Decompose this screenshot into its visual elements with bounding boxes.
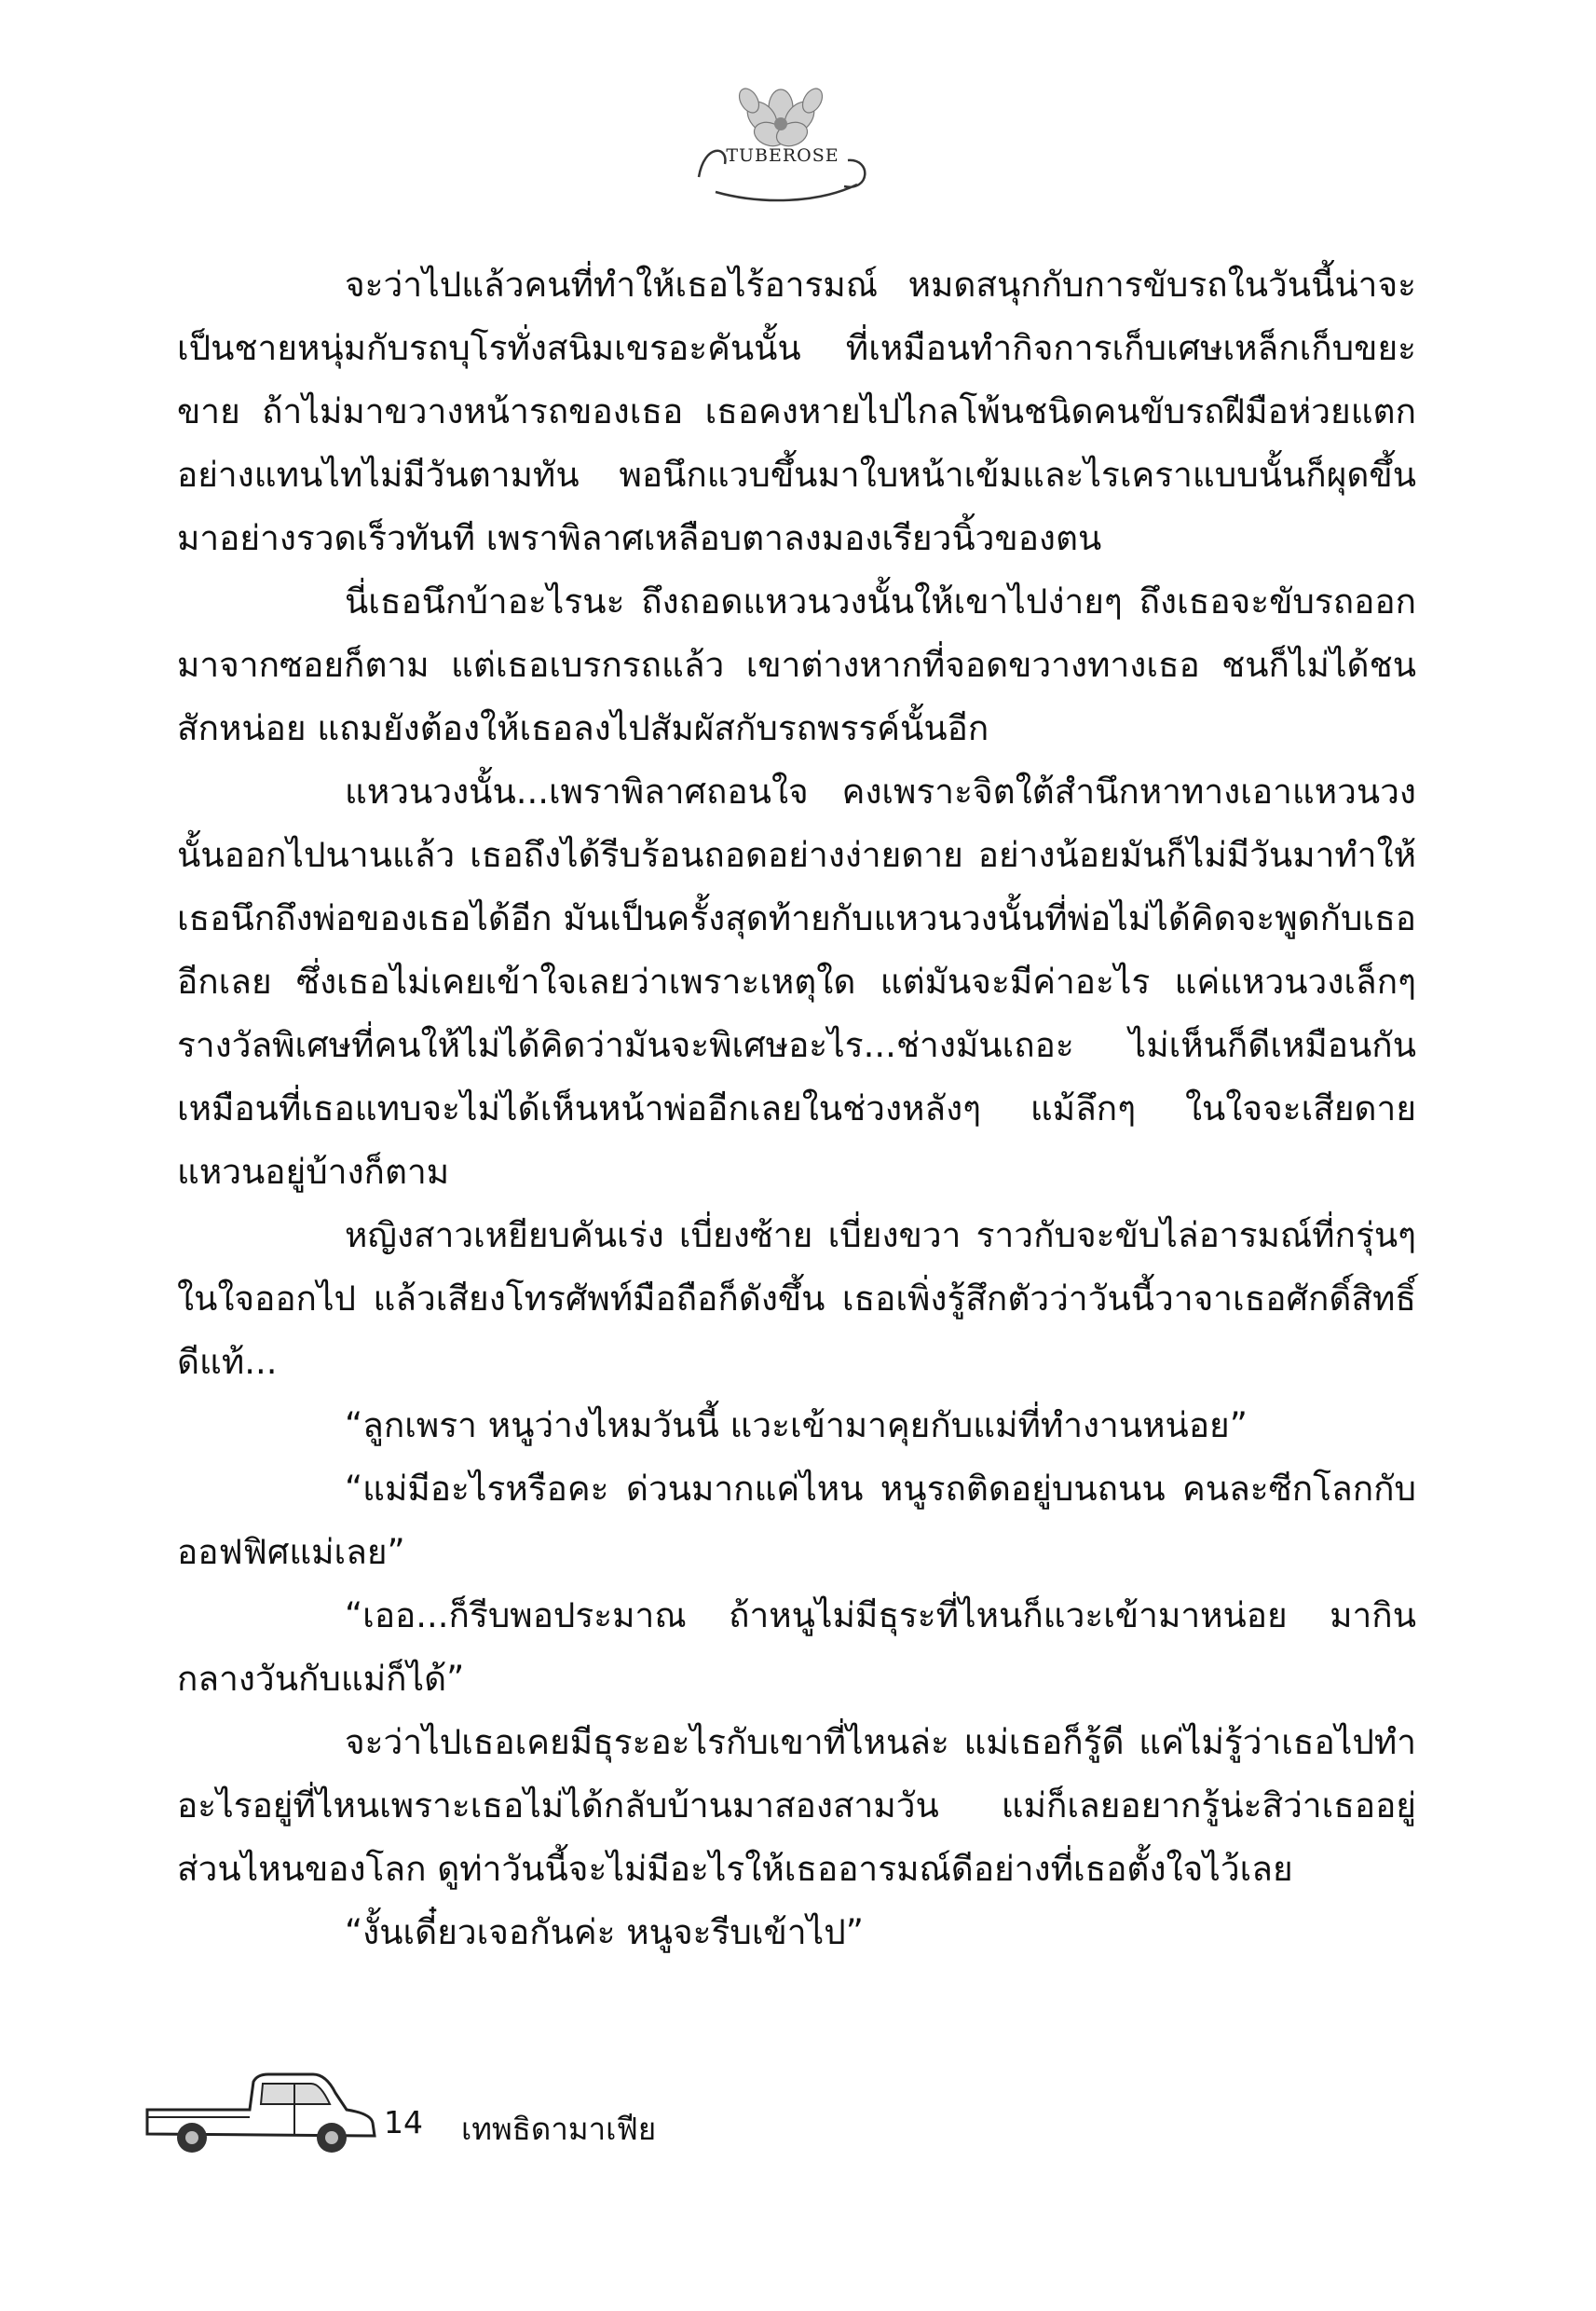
- tuberose-flower-icon: [688, 73, 874, 212]
- dialogue-paragraph: “เออ...ก็รีบพอประมาณ ถ้าหนูไม่มีธุระที่ไหนก็แวะเข้ามาหน่อย มากินกลางวันกับแม่ก็ได้”: [177, 1595, 1416, 1699]
- page-footer: [140, 2061, 848, 2173]
- body-text: [177, 253, 1416, 1964]
- dialogue-paragraph: “ลูกเพรา หนูว่างไหมวันนี้ แวะเข้ามาคุยกับแม่ที่ทำงานหน่อย”: [345, 1405, 1248, 1445]
- paragraph: หญิงสาวเหยียบคันเร่ง เบี่ยงซ้าย เบี่ยงขวา ราวกับจะขับไล่อารมณ์ที่กรุ่นๆ ในใจออกไป แล้วเสียงโทรศัพท์มือถือก็ดังขึ้น เธอเพิ่งรู้สึกตัวว่าวันนี้วาจาเธอศักดิ์สิทธิ์ดีแท้...: [177, 1215, 1416, 1382]
- page-number: 14: [384, 2104, 423, 2140]
- paragraph: นี่เธอนึกบ้าอะไรนะ ถึงถอดแหวนวงนั้นให้เขาไปง่ายๆ ถึงเธอจะขับรถออกมาจากซอยก็ตาม แต่เธอเบรกรถแล้ว เขาต่างหากที่จอดขวางทางเธอ ชนก็ไม่ได้ชนสักหน่อย แถมยังต้องให้เธอลงไปสัมผัสกับรถพรรค์นั้นอีก: [177, 581, 1416, 748]
- tuberose-logo: [688, 73, 874, 212]
- logo-text: TUBEROSE: [726, 145, 839, 166]
- dialogue-paragraph: “แม่มีอะไรหรือคะ ด่วนมากแค่ไหน หนูรถติดอยู่บนถนน คนละซีกโลกกับออฟฟิศแม่เลย”: [177, 1469, 1416, 1572]
- dialogue-paragraph: “งั้นเดี๋ยวเจอกันค่ะ หนูจะรีบเข้าไป”: [345, 1912, 864, 1952]
- book-title: เทพธิดามาเฟีย: [461, 2111, 657, 2147]
- pickup-truck-icon: [140, 2061, 382, 2164]
- paragraph: จะว่าไปแล้วคนที่ทำให้เธอไร้อารมณ์ หมดสนุกกับการขับรถในวันนี้น่าจะเป็นชายหนุ่มกับรถบุโรทั่งสนิมเขรอะคันนั้น ที่เหมือนทำกิจการเก็บเศษเหล็กเก็บขยะขาย ถ้าไม่มาขวางหน้ารถของเธอ เธอคงหายไปไกลโพ้นชนิดคนขับรถฝีมือห่วยแตกอย่างแทนไทไม่มีวันตามทัน พอนึกแวบขึ้นมาใบหน้าเข้มและไรเคราแบบนั้นก็ผุดขึ้นมาอย่างรวดเร็วทันที เพราพิลาศเหลือบตาลงมองเรียวนิ้วของตน: [177, 265, 1416, 558]
- paragraph: แหวนวงนั้น...เพราพิลาศถอนใจ คงเพราะจิตใต้สำนึกหาทางเอาแหวนวงนั้นออกไปนานแล้ว เธอถึงได้รีบร้อนถอดอย่างง่ายดาย อย่างน้อยมันก็ไม่มีวันมาทำให้เธอนึกถึงพ่อของเธอได้อีก มันเป็นครั้งสุดท้ายกับแหวนวงนั้นที่พ่อไม่ได้คิดจะพูดกับเธออีกเลย ซึ่งเธอไม่เคยเข้าใจเลยว่าเพราะเหตุใด แต่มันจะมีค่าอะไร แค่แหวนวงเล็กๆ รางวัลพิเศษที่คนให้ไม่ได้คิดว่ามันจะพิเศษอะไร...ช่างมันเถอะ ไม่เห็นก็ดีเหมือนกัน เหมือนที่เธอแทบจะไม่ได้เห็นหน้าพ่ออีกเลยในช่วงหลังๆ แม้ลึกๆ ในใจจะเสียดายแหวนอยู่บ้างก็ตาม: [177, 772, 1416, 1192]
- paragraph: จะว่าไปเธอเคยมีธุระอะไรกับเขาที่ไหนล่ะ แม่เธอก็รู้ดี แค่ไม่รู้ว่าเธอไปทำอะไรอยู่ที่ไหนเพราะเธอไม่ได้กลับบ้านมาสองสามวัน แม่ก็เลยอยากรู้น่ะสิว่าเธออยู่ส่วนไหนของโลก ดูท่าวันนี้จะไม่มีอะไรให้เธออารมณ์ดีอย่างที่เธอตั้งใจไว้เลย: [177, 1722, 1416, 1889]
